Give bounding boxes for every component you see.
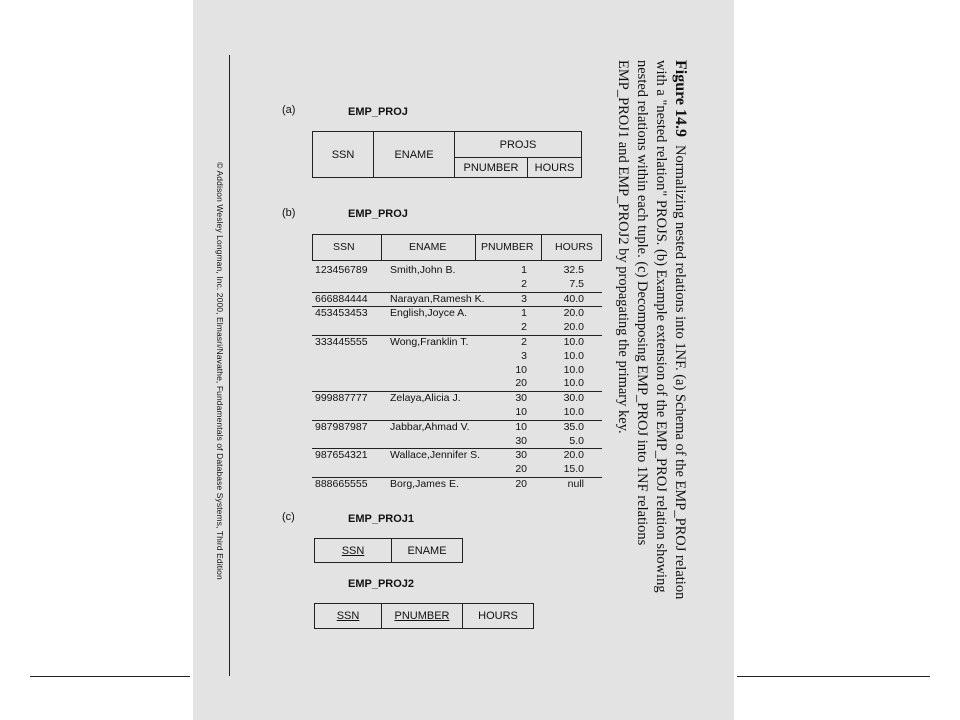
figure-caption: [613, 60, 690, 600]
col-hours: HOURS: [534, 161, 575, 174]
col-pnumber: PNUMBER: [463, 161, 519, 174]
cell-pnumber: 20: [515, 377, 527, 390]
col-ssn: SSN: [331, 148, 355, 161]
part-b-table: [312, 234, 602, 492]
cell-hours: 20.0: [563, 321, 584, 334]
cell-pnumber: 1: [521, 264, 527, 276]
cell-pnumber: 30: [515, 449, 527, 462]
cell-ssn: 987654321: [315, 449, 368, 462]
tuple-group: [312, 392, 602, 421]
cell-ename: Jabbar,Ahmad V.: [390, 420, 470, 433]
cell-hours: 10.0: [563, 377, 584, 390]
cell-pnumber: 20: [515, 463, 527, 476]
cell-pnumber: 10: [515, 420, 527, 433]
cell-ssn: 666884444: [315, 292, 368, 305]
tuple-group: [312, 307, 602, 336]
header-ssn: SSN: [333, 241, 355, 253]
tuple-group: [312, 293, 602, 308]
part-c-label: (c): [282, 511, 295, 523]
cell-ename: Smith,John B.: [390, 264, 456, 276]
cell-hours: 20.0: [563, 449, 584, 462]
cell-ssn: 123456789: [315, 264, 368, 276]
cell-hours: 40.0: [563, 292, 584, 305]
bottom-rule-left: [30, 676, 190, 677]
table-row: [312, 336, 602, 350]
table-body: [312, 261, 602, 492]
cell-hours: 10.0: [563, 363, 584, 376]
rel2-col-pnumber: PNUMBER: [394, 610, 450, 622]
cell-pnumber: 30: [515, 392, 527, 405]
table-row: [312, 264, 602, 278]
cell-hours: 30.0: [563, 392, 584, 405]
cell-pnumber: 2: [521, 321, 527, 334]
tuple-group: [312, 336, 602, 392]
table-row: [312, 321, 602, 335]
cell-ename: Wong,Franklin T.: [390, 335, 469, 348]
table-row: [312, 278, 602, 292]
part-c-rel1-name: EMP_PROJ1: [348, 513, 415, 525]
cell-ssn: 987987987: [315, 420, 368, 433]
copyright-note: © Addison Wesley Longman, Inc. 2000, Elmasri/Navathe, Fundamentals of Database Systems, Third Edition: [215, 162, 225, 580]
cell-pnumber: 30: [515, 434, 527, 447]
header-ename: ENAME: [409, 241, 447, 253]
tuple-group: [312, 421, 602, 450]
cell-ssn: 453453453: [315, 307, 368, 320]
caption-text: Normalizing nested relations into 1NF. (a) Schema of the EMP_PROJ relation with a "nested relation" PROJS. (b) Example extension of the EMP_PROJ relation showing nested relations within each tuple. (c) Decomposing EMP_PROJ into 1NF relations EMP_PROJ1 and EMP_PROJ2 by propagating the primary key.: [615, 60, 688, 600]
divider: [475, 235, 476, 260]
tuple-group: [312, 264, 602, 293]
table-row: [312, 377, 602, 391]
table-row: [312, 364, 602, 378]
cell-hours: 5.0: [569, 434, 584, 447]
cell-pnumber: 20: [515, 477, 527, 490]
part-b-label: (b): [282, 207, 296, 219]
part-a-relation-name: EMP_PROJ: [348, 106, 408, 118]
part-a-label: (a): [282, 104, 296, 116]
table-row: [312, 350, 602, 364]
cell-hours: 35.0: [563, 420, 584, 433]
cell-ename: Zelaya,Alicia J.: [390, 392, 461, 405]
cell-ename: Wallace,Jennifer S.: [390, 449, 481, 462]
rel1-col-ssn: SSN: [341, 544, 365, 557]
margin-rule: [229, 55, 230, 676]
divider: [381, 235, 382, 260]
table-row: [312, 478, 602, 492]
divider: [541, 235, 542, 260]
table-row: [312, 293, 602, 307]
part-b-relation-name: EMP_PROJ: [348, 208, 408, 220]
cell-ename: English,Joyce A.: [390, 307, 468, 320]
cell-pnumber: 10: [515, 405, 527, 418]
tuple-group: [312, 449, 602, 478]
cell-ename: Narayan,Ramesh K.: [390, 292, 485, 305]
table-row: [312, 449, 602, 463]
cell-hours: 20.0: [563, 307, 584, 320]
bottom-rule-right: [737, 676, 930, 677]
tuple-group: [312, 478, 602, 492]
cell-hours: 10.0: [563, 405, 584, 418]
rel2-col-hours: HOURS: [478, 610, 518, 622]
table-row: [312, 435, 602, 449]
header-pnumber: PNUMBER: [481, 241, 534, 253]
cell-ename: Borg,James E.: [390, 477, 459, 490]
part-c-rel1-schema: [314, 538, 463, 563]
rel1-col-ename: ENAME: [407, 544, 447, 557]
cell-pnumber: 3: [521, 349, 527, 362]
table-header: [312, 234, 602, 261]
cell-ssn: 999887777: [315, 392, 368, 405]
table-row: [312, 392, 602, 406]
header-hours: HOURS: [555, 241, 593, 253]
rel2-col-ssn: SSN: [336, 610, 360, 622]
cell-pnumber: 2: [521, 277, 527, 290]
cell-hours: 7.5: [569, 277, 584, 290]
cell-pnumber: 2: [521, 335, 527, 348]
cell-pnumber: 1: [521, 307, 527, 320]
part-c-rel2-name: EMP_PROJ2: [348, 578, 415, 590]
figure-label: Figure 14.9: [672, 60, 689, 138]
table-row: [312, 307, 602, 321]
part-c-rel2-schema: [314, 603, 534, 629]
part-a-schema: [312, 131, 582, 178]
table-row: [312, 463, 602, 477]
cell-hours: 10.0: [563, 335, 584, 348]
cell-ssn: 333445555: [315, 335, 368, 348]
cell-hours: 32.5: [563, 264, 584, 276]
table-row: [312, 406, 602, 420]
col-ename: ENAME: [394, 148, 434, 161]
table-row: [312, 421, 602, 435]
cell-pnumber: 10: [515, 363, 527, 376]
cell-hours: 15.0: [563, 463, 584, 476]
cell-pnumber: 3: [521, 292, 527, 305]
cell-hours: null: [567, 477, 584, 490]
col-projs: PROJS: [499, 138, 537, 151]
cell-hours: 10.0: [563, 349, 584, 362]
cell-ssn: 888665555: [315, 477, 368, 490]
